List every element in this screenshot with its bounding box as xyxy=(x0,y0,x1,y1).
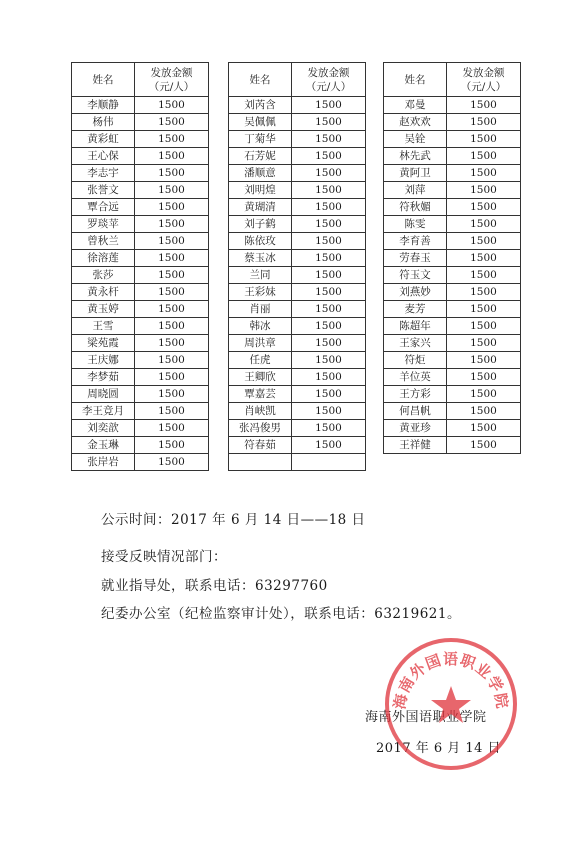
payment-amount: 1500 xyxy=(292,420,366,437)
header-amount-line1: 发放金额 xyxy=(150,66,193,79)
signature-date: 2017 年 6 月 14 日 xyxy=(376,741,502,756)
table-row xyxy=(384,114,521,131)
recipient-name: 吴佩佩 xyxy=(229,114,292,131)
payment-amount: 1500 xyxy=(292,267,366,284)
recipient-name: 梁苑霞 xyxy=(72,335,135,352)
recipient-name: 周洪章 xyxy=(229,335,292,352)
table-row xyxy=(229,182,366,199)
payment-amount: 1500 xyxy=(292,165,366,182)
recipient-name: 张岸岩 xyxy=(72,454,135,471)
table-row xyxy=(72,284,209,301)
payment-amount: 1500 xyxy=(135,97,209,114)
payment-amount: 1500 xyxy=(292,318,366,335)
table-row xyxy=(229,114,366,131)
table-row xyxy=(229,250,366,267)
payment-amount: 1500 xyxy=(447,284,521,301)
table-row xyxy=(72,335,209,352)
recipient-name: 张冯俊男 xyxy=(229,420,292,437)
payment-amount: 1500 xyxy=(292,403,366,420)
table-row xyxy=(229,216,366,233)
signature-organization: 海南外国语职业学院 xyxy=(365,710,487,725)
recipient-name: 羊位英 xyxy=(384,369,447,386)
header-amount-line2: （元/人） xyxy=(460,80,507,93)
recipient-name: 赵欢欢 xyxy=(384,114,447,131)
table-row xyxy=(384,301,521,318)
recipient-name: 吴铨 xyxy=(384,131,447,148)
payment-amount: 1500 xyxy=(447,216,521,233)
payment-amount: 1500 xyxy=(447,131,521,148)
recipient-name: 符炬 xyxy=(384,352,447,369)
publicity-period: 公示时间：2017 年 6 月 14 日——18 日 xyxy=(101,512,366,528)
payment-amount: 1500 xyxy=(292,250,366,267)
recipient-name: 李志宇 xyxy=(72,165,135,182)
payment-amount: 1500 xyxy=(447,250,521,267)
recipient-name: 陈依玫 xyxy=(229,233,292,250)
recipient-name: 任虎 xyxy=(229,352,292,369)
recipient-name: 周晓圆 xyxy=(72,386,135,403)
recipient-name: 劳春玉 xyxy=(384,250,447,267)
payment-amount: 1500 xyxy=(447,437,521,454)
recipient-name: 张莎 xyxy=(72,267,135,284)
table-row xyxy=(229,301,366,318)
payment-amount: 1500 xyxy=(292,301,366,318)
table-row xyxy=(384,182,521,199)
table-row xyxy=(229,233,366,250)
payment-amount: 1500 xyxy=(135,233,209,250)
payment-amount: 1500 xyxy=(292,386,366,403)
table-row xyxy=(384,250,521,267)
payment-amount: 1500 xyxy=(292,148,366,165)
table-row xyxy=(72,97,209,114)
header-name: 姓名 xyxy=(384,63,447,97)
recipient-name: 刘明煌 xyxy=(229,182,292,199)
table-row xyxy=(384,148,521,165)
table-row xyxy=(72,216,209,233)
payment-amount: 1500 xyxy=(447,182,521,199)
payment-amount: 1500 xyxy=(135,114,209,131)
table-row xyxy=(384,352,521,369)
table-row xyxy=(384,97,521,114)
payment-amount: 1500 xyxy=(292,437,366,454)
header-amount-line2: （元/人） xyxy=(305,80,352,93)
recipient-name: 丁菊华 xyxy=(229,131,292,148)
payment-amount: 1500 xyxy=(135,199,209,216)
payment-amount: 1500 xyxy=(447,301,521,318)
table-row xyxy=(229,131,366,148)
official-seal-stamp xyxy=(381,634,521,774)
table-row xyxy=(384,386,521,403)
recipient-name: 罗琰苹 xyxy=(72,216,135,233)
payment-amount: 1500 xyxy=(135,216,209,233)
table-row xyxy=(229,386,366,403)
recipient-name: 兰同 xyxy=(229,267,292,284)
table-row xyxy=(384,335,521,352)
payment-amount: 1500 xyxy=(135,420,209,437)
payment-amount: 1500 xyxy=(292,114,366,131)
table-row xyxy=(229,369,366,386)
recipient-name: 覃合远 xyxy=(72,199,135,216)
recipient-name: 王卿欣 xyxy=(229,369,292,386)
header-name: 姓名 xyxy=(229,63,292,97)
recipient-name: 曾秋兰 xyxy=(72,233,135,250)
table-row xyxy=(384,369,521,386)
recipient-table-3 xyxy=(383,62,521,454)
header-amount xyxy=(447,63,521,97)
recipient-name: 符秋媚 xyxy=(384,199,447,216)
table-row xyxy=(229,454,366,471)
recipient-name: 王方彩 xyxy=(384,386,447,403)
table-row xyxy=(72,352,209,369)
recipient-name: 黄彩虹 xyxy=(72,131,135,148)
table-row xyxy=(72,182,209,199)
payment-amount: 1500 xyxy=(447,267,521,284)
table-row xyxy=(229,335,366,352)
table-row xyxy=(229,284,366,301)
recipient-name: 黄玉婷 xyxy=(72,301,135,318)
table-row xyxy=(72,165,209,182)
recipient-name: 潘顺意 xyxy=(229,165,292,182)
recipient-name: 何昌帆 xyxy=(384,403,447,420)
recipient-name: 符玉文 xyxy=(384,267,447,284)
payment-amount: 1500 xyxy=(447,403,521,420)
recipient-table-1 xyxy=(71,62,209,471)
table-row xyxy=(229,148,366,165)
table-row xyxy=(384,420,521,437)
recipient-name: 肖丽 xyxy=(229,301,292,318)
payment-amount: 1500 xyxy=(292,284,366,301)
table-row xyxy=(72,437,209,454)
table-row xyxy=(229,199,366,216)
table-row xyxy=(384,199,521,216)
table-row xyxy=(229,97,366,114)
recipient-name: 覃嘉芸 xyxy=(229,386,292,403)
recipient-name: 陈雯 xyxy=(384,216,447,233)
table-row xyxy=(72,267,209,284)
recipient-name: 邓曼 xyxy=(384,97,447,114)
table-row xyxy=(229,420,366,437)
recipient-name: 张誉文 xyxy=(72,182,135,199)
table-row xyxy=(384,437,521,454)
table-row xyxy=(72,454,209,471)
table-row xyxy=(72,233,209,250)
table-row xyxy=(72,386,209,403)
recipient-name: 李顺静 xyxy=(72,97,135,114)
payment-amount: 1500 xyxy=(292,199,366,216)
payment-amount: 1500 xyxy=(135,165,209,182)
table-row xyxy=(72,420,209,437)
payment-amount: 1500 xyxy=(135,335,209,352)
payment-amount: 1500 xyxy=(135,386,209,403)
table-row xyxy=(229,437,366,454)
table-row xyxy=(229,267,366,284)
table-row xyxy=(384,267,521,284)
recipient-name: 黄亚珍 xyxy=(384,420,447,437)
payment-amount: 1500 xyxy=(135,267,209,284)
table-row xyxy=(229,318,366,335)
recipient-name: 金玉琳 xyxy=(72,437,135,454)
header-amount-line1: 发放金额 xyxy=(462,66,505,79)
recipient-name: 王祥健 xyxy=(384,437,447,454)
table-row xyxy=(72,318,209,335)
table-row xyxy=(384,216,521,233)
recipient-name: 王雪 xyxy=(72,318,135,335)
payment-amount xyxy=(292,454,366,471)
recipient-name: 蔡玉冰 xyxy=(229,250,292,267)
recipient-name: 刘芮含 xyxy=(229,97,292,114)
recipient-name: 符春茹 xyxy=(229,437,292,454)
payment-amount: 1500 xyxy=(292,216,366,233)
recipient-table-2 xyxy=(228,62,366,471)
recipient-name: 刘奕歆 xyxy=(72,420,135,437)
payment-amount: 1500 xyxy=(447,233,521,250)
recipient-name: 肖峡凯 xyxy=(229,403,292,420)
payment-amount: 1500 xyxy=(292,97,366,114)
payment-amount: 1500 xyxy=(447,165,521,182)
payment-amount: 1500 xyxy=(447,148,521,165)
table-row xyxy=(72,403,209,420)
recipient-name: 李育善 xyxy=(384,233,447,250)
payment-amount: 1500 xyxy=(447,114,521,131)
payment-amount: 1500 xyxy=(135,182,209,199)
table-row xyxy=(384,318,521,335)
table-row xyxy=(229,403,366,420)
table-row xyxy=(72,114,209,131)
recipient-name: 李梦茹 xyxy=(72,369,135,386)
payment-amount: 1500 xyxy=(447,335,521,352)
payment-amount: 1500 xyxy=(292,131,366,148)
payment-amount: 1500 xyxy=(447,420,521,437)
payment-amount: 1500 xyxy=(135,131,209,148)
payment-amount: 1500 xyxy=(135,250,209,267)
table-row xyxy=(384,165,521,182)
payment-amount: 1500 xyxy=(447,386,521,403)
recipient-name xyxy=(229,454,292,471)
table-row xyxy=(229,165,366,182)
table-row xyxy=(72,301,209,318)
payment-amount: 1500 xyxy=(135,437,209,454)
header-amount-line2: （元/人） xyxy=(148,80,195,93)
payment-amount: 1500 xyxy=(135,284,209,301)
payment-amount: 1500 xyxy=(447,318,521,335)
recipient-name: 韩冰 xyxy=(229,318,292,335)
recipient-name: 刘燕妙 xyxy=(384,284,447,301)
payment-amount: 1500 xyxy=(135,318,209,335)
payment-amount: 1500 xyxy=(447,199,521,216)
payment-amount: 1500 xyxy=(447,369,521,386)
contact-employment-office: 就业指导处，联系电话：63297760 xyxy=(101,578,328,594)
payment-amount: 1500 xyxy=(447,352,521,369)
table-row xyxy=(384,233,521,250)
payment-amount: 1500 xyxy=(135,301,209,318)
contact-discipline-office: 纪委办公室（纪检监察审计处），联系电话：63219621。 xyxy=(101,606,461,622)
recipient-name: 王庆娜 xyxy=(72,352,135,369)
recipient-name: 石芳妮 xyxy=(229,148,292,165)
recipient-name: 刘萍 xyxy=(384,182,447,199)
table-row xyxy=(384,403,521,420)
payment-amount: 1500 xyxy=(292,369,366,386)
table-row xyxy=(229,352,366,369)
payment-amount: 1500 xyxy=(292,352,366,369)
payment-amount: 1500 xyxy=(135,369,209,386)
recipient-name: 黄瑚清 xyxy=(229,199,292,216)
recipient-name: 麦芳 xyxy=(384,301,447,318)
payment-amount: 1500 xyxy=(292,335,366,352)
table-row xyxy=(384,131,521,148)
recipient-name: 王家兴 xyxy=(384,335,447,352)
table-row xyxy=(72,148,209,165)
recipient-name: 陈超年 xyxy=(384,318,447,335)
payment-amount: 1500 xyxy=(135,148,209,165)
seal-star-icon xyxy=(431,686,471,723)
header-amount xyxy=(292,63,366,97)
recipient-name: 王心保 xyxy=(72,148,135,165)
recipient-name: 杨伟 xyxy=(72,114,135,131)
recipient-name: 刘子鹤 xyxy=(229,216,292,233)
payment-amount: 1500 xyxy=(292,182,366,199)
header-amount xyxy=(135,63,209,97)
header-amount-line1: 发放金额 xyxy=(307,66,350,79)
recipient-name: 黄永杆 xyxy=(72,284,135,301)
payment-amount: 1500 xyxy=(135,352,209,369)
payment-amount: 1500 xyxy=(447,97,521,114)
feedback-departments-heading: 接受反映情况部门： xyxy=(101,549,227,565)
table-row xyxy=(384,284,521,301)
seal-text: 海南外国语职业学院 xyxy=(390,650,512,711)
header-name: 姓名 xyxy=(72,63,135,97)
table-row xyxy=(72,250,209,267)
recipient-name: 黄阿卫 xyxy=(384,165,447,182)
payment-amount: 1500 xyxy=(292,233,366,250)
recipient-name: 林先武 xyxy=(384,148,447,165)
table-row xyxy=(72,131,209,148)
recipient-name: 王彩妹 xyxy=(229,284,292,301)
payment-amount: 1500 xyxy=(135,403,209,420)
table-row xyxy=(72,369,209,386)
recipient-name: 徐溶莲 xyxy=(72,250,135,267)
payment-amount: 1500 xyxy=(135,454,209,471)
recipient-name: 李王竞月 xyxy=(72,403,135,420)
table-row xyxy=(72,199,209,216)
